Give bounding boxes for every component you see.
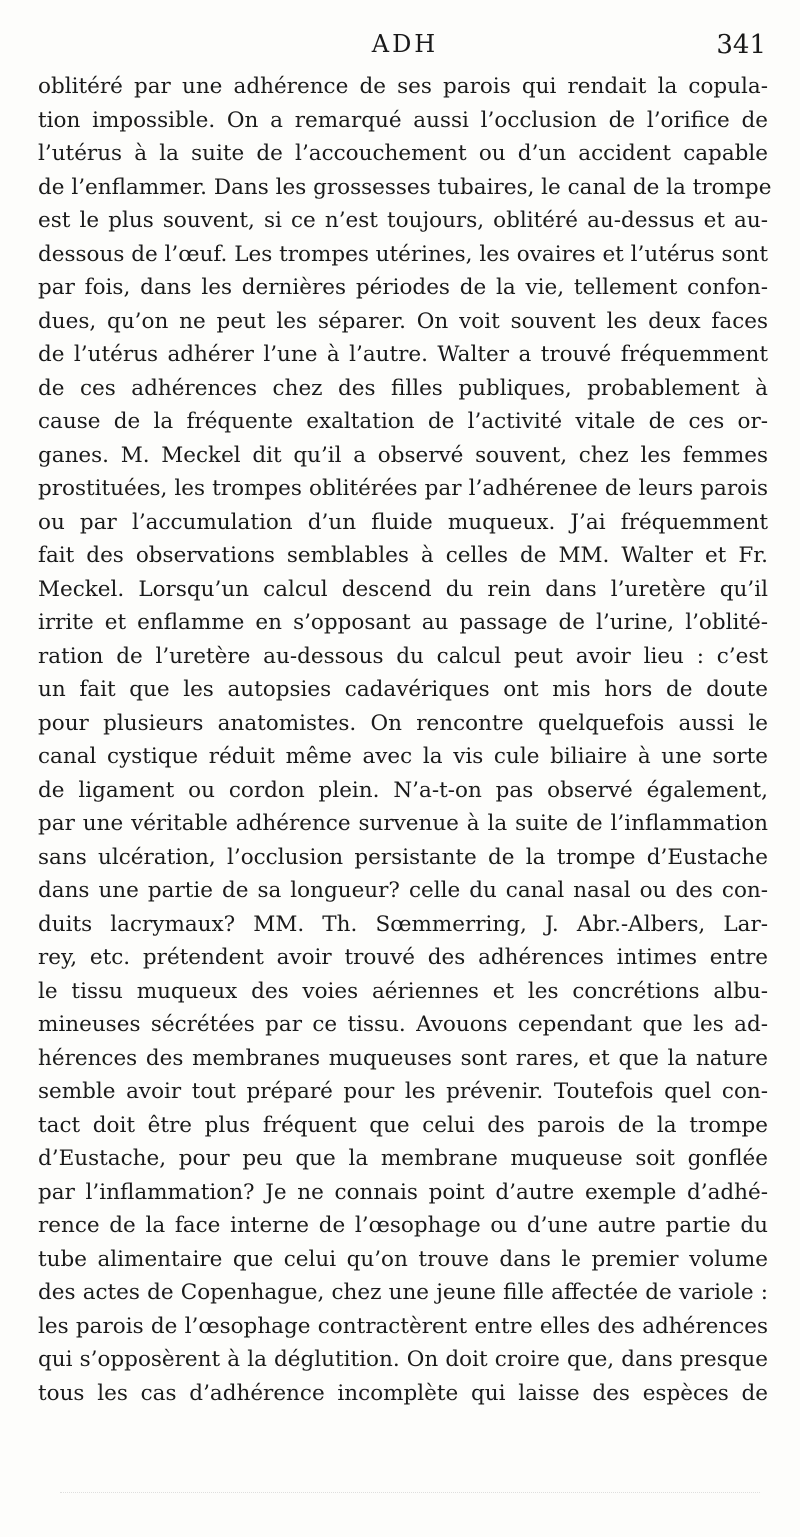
text-line: rence de la face interne de l’œsophage ou d’une autre partie du [38, 1213, 768, 1238]
text-line: Meckel. Lorsqu’un calcul descend du rein dans l’uretère qu’il [38, 576, 768, 602]
text-line: fait des observations semblables à celles de MM. Walter et Fr. [38, 543, 768, 568]
text-line: rey, etc. prétendent avoir trouvé des adhérences intimes entre [38, 945, 768, 970]
text-line: un fait que les autopsies cadavériques ont mis hors de doute [38, 677, 768, 702]
text-line: cause de la fréquente exaltation de l’activité vitale de ces or- [38, 409, 768, 434]
text-line: de l’enflammer. Dans les grossesses tubaires, le canal de la trompe [38, 174, 772, 200]
text-line: par une véritable adhérence survenue à la suite de l’inflammation [38, 811, 768, 836]
text-line: ganes. M. Meckel dit qu’il a observé souvent, chez les femmes [38, 442, 768, 468]
bleed-through-divider [60, 1492, 760, 1499]
text-line: hérences des membranes muqueuses sont rares, et que la nature [38, 1045, 768, 1071]
text-line: de ces adhérences chez des filles publiques, probablement à [38, 375, 768, 401]
text-line: d’Eustache, pour peu que la membrane muqueuse soit gonflée [38, 1146, 768, 1171]
text-line: par fois, dans les dernières périodes de la vie, tellement confon- [38, 275, 768, 300]
text-line: prostituées, les trompes oblitérées par l’adhérenee de leurs parois [38, 476, 768, 501]
text-line: est le plus souvent, si ce n’est toujours, oblitéré au-dessus et au- [38, 208, 768, 233]
text-line: de l’utérus adhérer l’une à l’autre. Walter a trouvé fréquemment [38, 342, 768, 367]
text-line: dues, qu’on ne peut les séparer. On voit souvent les deux faces [38, 308, 768, 334]
text-line: qui s’opposèrent à la déglutition. On doit croire que, dans presque [38, 1347, 768, 1372]
body-text [38, 70, 772, 1410]
text-line: les parois de l’œsophage contractèrent entre elles des adhérences [38, 1313, 768, 1339]
text-line: dessous de l’œuf. Les trompes utérines, les ovaires et l’utérus sont [38, 241, 769, 267]
text-line: des actes de Copenhague, chez une jeune fille affectée de variole : [38, 1280, 768, 1305]
page-number: 341 [716, 30, 766, 60]
text-line: tion impossible. On a remarqué aussi l’occlusion de l’orifice de [38, 107, 768, 133]
text-line: dans une partie de sa longueur? celle du canal nasal ou des con- [38, 878, 768, 903]
text-line: semble avoir tout préparé pour les prévenir. Toutefois quel con- [38, 1079, 768, 1104]
text-line: l’utérus à la suite de l’accouchement ou d’un accident capable [38, 141, 768, 166]
running-head [40, 30, 770, 66]
text-line: oblitéré par une adhérence de ses parois qui rendait la copula- [38, 74, 768, 99]
text-line: de ligament ou cordon plein. N’a-t-on pas observé également, [38, 777, 768, 803]
text-line: tact doit être plus fréquent que celui des parois de la trompe [38, 1112, 768, 1138]
text-line: canal cystique réduit même avec la vis cule biliaire à une sorte [38, 744, 768, 769]
text-line: ou par l’accumulation d’un fluide muqueux. J’ai fréquemment [38, 509, 768, 535]
text-line: par l’inflammation? Je ne connais point d’autre exemple d’adhé- [38, 1179, 768, 1205]
text-line: irrite et enflamme en s’opposant au passage de l’urine, l’oblité- [38, 610, 768, 635]
text-line: mineuses sécrétées par ce tissu. Avouons cependant que les ad- [38, 1012, 768, 1037]
text-line: tous les cas d’adhérence incomplète qui laisse des espèces de [38, 1380, 768, 1406]
running-title: ADH [371, 30, 439, 58]
text-line: le tissu muqueux des voies aériennes et les concrétions albu- [38, 978, 768, 1004]
text-line: tube alimentaire que celui qu’on trouve dans le premier volume [38, 1246, 768, 1272]
text-line: sans ulcération, l’occlusion persistante de la trompe d’Eustache [38, 844, 768, 870]
text-line: duits lacrymaux? MM. Th. Sœmmerring, J. Abr.-Albers, Lar- [38, 911, 768, 937]
text-line: pour plusieurs anatomistes. On rencontre quelquefois aussi le [38, 710, 768, 736]
text-line: ration de l’uretère au-dessous du calcul peut avoir lieu : c’est [38, 643, 768, 669]
